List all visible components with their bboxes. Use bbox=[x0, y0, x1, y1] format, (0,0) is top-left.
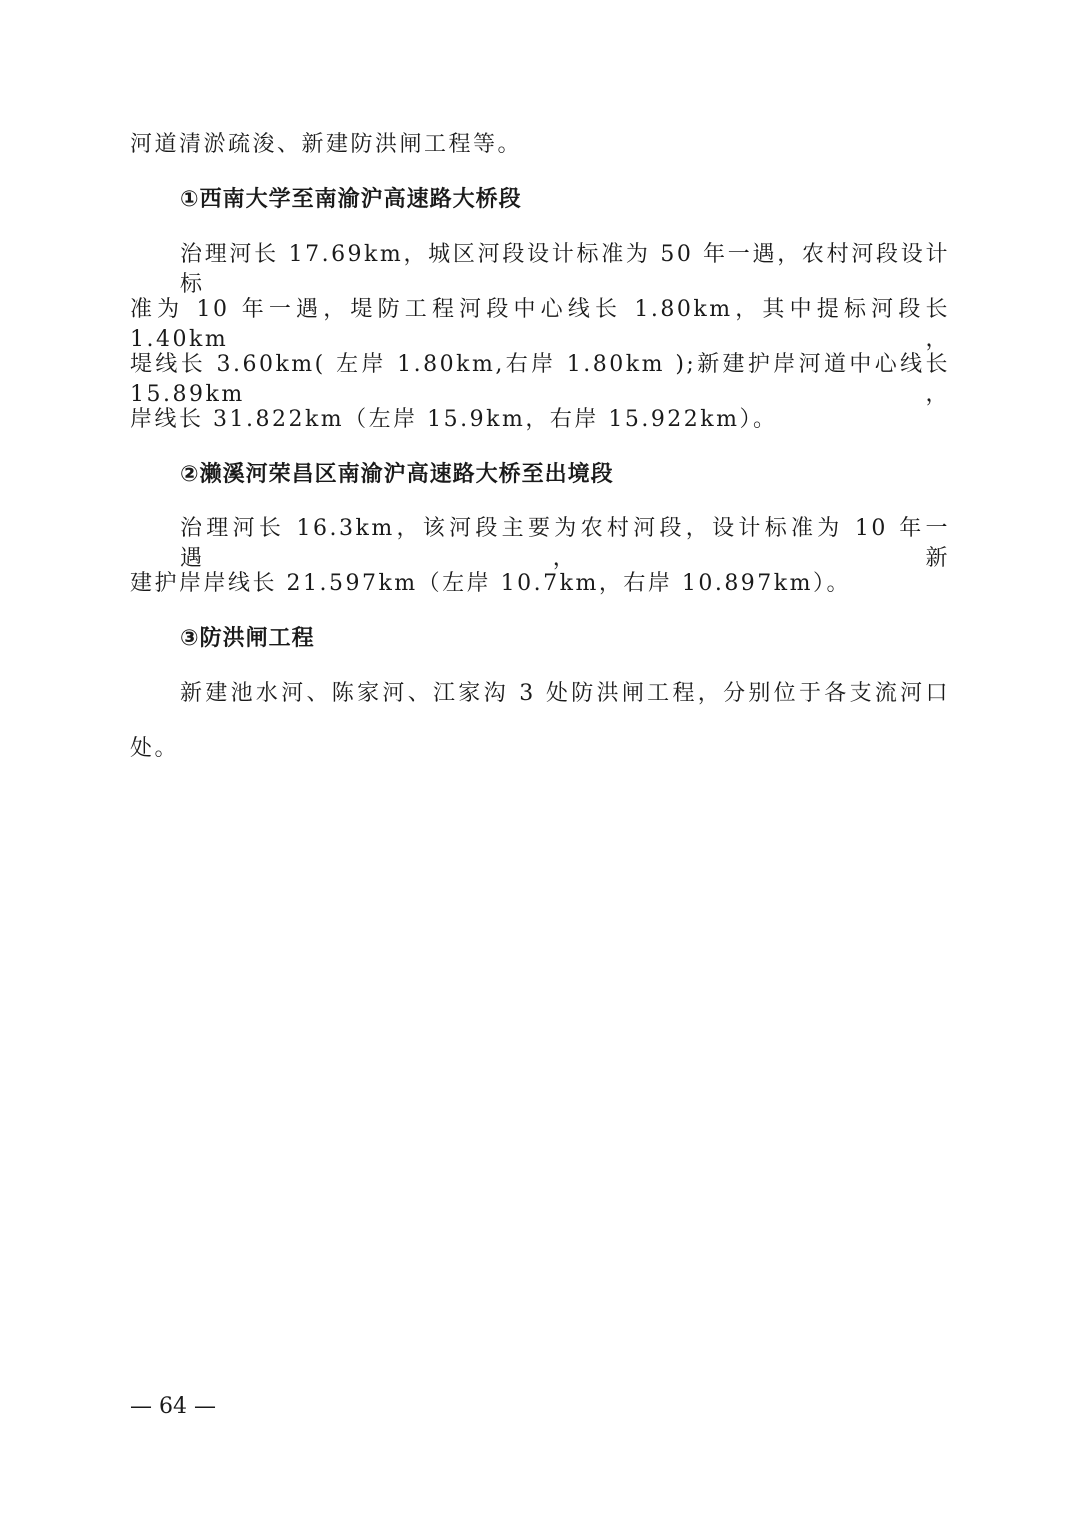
section-heading: ②濑溪河荣昌区南渝沪高速路大桥至出境段 bbox=[180, 462, 614, 487]
section-heading: ①西南大学至南渝沪高速路大桥段 bbox=[180, 187, 522, 212]
paragraph-line: 岸线长 31.822km（左岸 15.9km，右岸 15.922km）。 bbox=[130, 407, 778, 432]
section-heading: ③防洪闸工程 bbox=[180, 626, 315, 651]
paragraph-line: 河道清淤疏浚、新建防洪闸工程等。 bbox=[130, 132, 523, 157]
paragraph-line: 建护岸岸线长 21.597km（左岸 10.7km，右岸 10.897km）。 bbox=[130, 571, 851, 596]
paragraph-line: 治理河长 16.3km，该河段主要为农村河段，设计标准为 10 年一遇，新 bbox=[180, 516, 950, 571]
page-number: — 64 — bbox=[130, 1394, 216, 1419]
paragraph-line: 处。 bbox=[130, 736, 180, 761]
paragraph-line: 准为 10 年一遇，堤防工程河段中心线长 1.80km，其中提标河段长 1.40km， bbox=[130, 297, 950, 352]
paragraph-line: 堤线长 3.60km( 左岸 1.80km,右岸 1.80km );新建护岸河道中心线长 15.89km， bbox=[130, 352, 950, 407]
paragraph-line: 新建池水河、陈家河、江家沟 3 处防洪闸工程，分别位于各支流河口 bbox=[180, 681, 950, 706]
paragraph-line: 治理河长 17.69km，城区河段设计标准为 50 年一遇，农村河段设计标 bbox=[180, 242, 950, 297]
